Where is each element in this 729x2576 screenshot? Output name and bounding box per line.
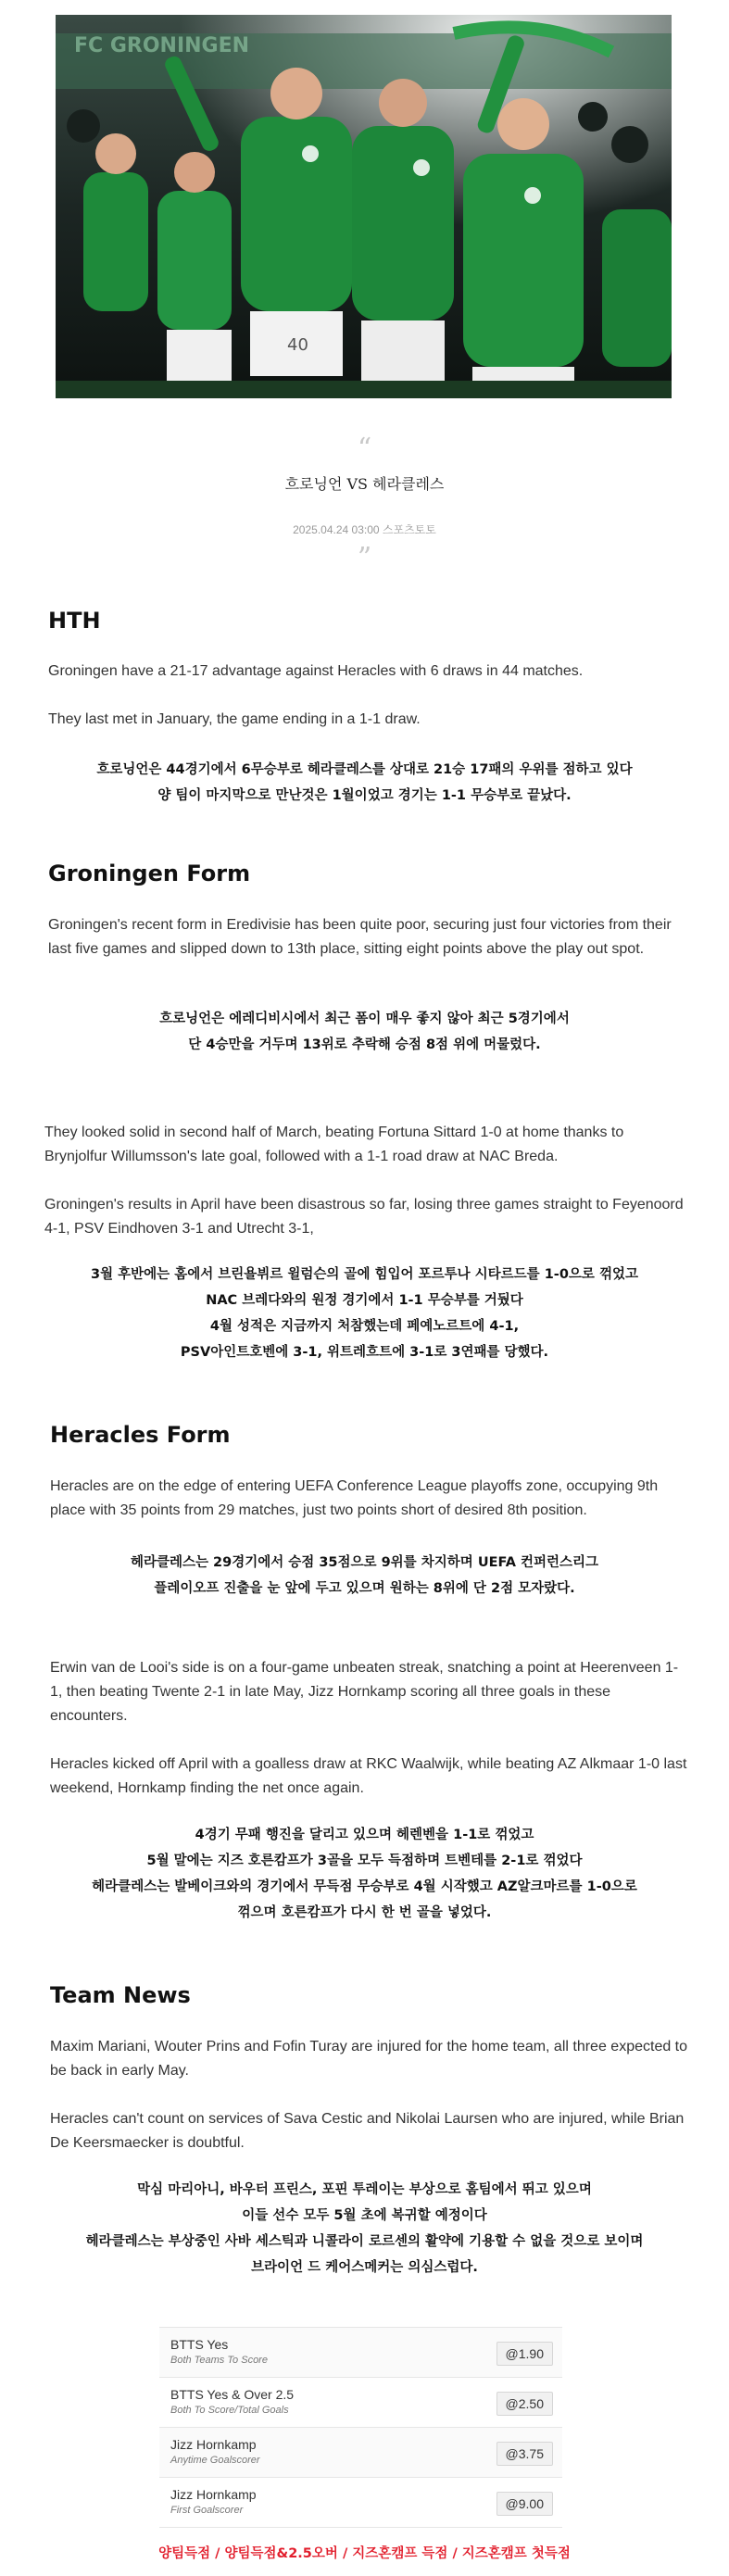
groningen-paragraph-1: Groningen's recent form in Eredivisie has been quite poor, securing just four victories from their last five games and slipped down to 13th place, sitting eight points above the play out spot.	[48, 917, 672, 957]
hero-image	[56, 15, 672, 398]
odds-market-name: BTTS Yes	[170, 2337, 229, 2352]
heracles-korean-line-1: 헤라클레스는 29경기에서 승점 35점으로 9위를 차지하며 UEFA 컨퍼런스리그	[130, 1555, 599, 1570]
odds-market-description: First Goalscorer	[170, 2505, 244, 2516]
odds-table	[159, 2327, 562, 2528]
odds-price-button[interactable]: @9.00	[496, 2492, 553, 2516]
heracles-korean-line-2: 플레이오프 진출을 눈 앞에 두고 있으며 원하는 8위에 단 2점 모자랐다.	[154, 1581, 575, 1596]
odds-price-button[interactable]: @3.75	[496, 2442, 553, 2466]
team-news-korean-line-4: 브라이언 드 케어스메커는 의심스럽다.	[251, 2260, 478, 2275]
odds-row	[159, 2478, 562, 2528]
svg-text:40: 40	[287, 335, 308, 355]
heading-team-news: Team News	[50, 1982, 191, 2008]
odds-row	[159, 2378, 562, 2428]
article-meta	[0, 521, 729, 537]
odds-market-description: Both To Score/Total Goals	[170, 2405, 289, 2416]
hth-korean-line-2: 양 팀이 마지막으로 만난것은 1월이었고 경기는 1-1 무승부로 끝났다.	[157, 788, 572, 803]
odds-row	[159, 2328, 562, 2378]
article-category[interactable]: 스포츠토토	[382, 523, 436, 536]
open-quote-icon: “	[357, 433, 372, 465]
odds-price-button[interactable]: @1.90	[496, 2342, 553, 2366]
heracles-paragraph-3: Heracles kicked off April with a goalless draw at RKC Waalwijk, while beating AZ Alkmaar 1-0 last weekend, Hornkamp finding the net once again.	[50, 1756, 687, 1796]
groningen-korean-line-3: 3월 후반에는 홈에서 브린욜뷔르 윌럼슨의 골에 힘입어 포르투나 시타르드를 1-0으로 꺾었고	[90, 1267, 638, 1282]
odds-market-name: BTTS Yes & Over 2.5	[170, 2387, 295, 2402]
heracles-paragraph-2: Erwin van de Looi's side is on a four-game unbeaten streak, snatching a point at Heerenveen 1-1, then beating Twente 2-1 in late May, Jizz Hornkamp scoring all three goals in these encounters.	[50, 1660, 679, 1724]
heracles-korean-line-3: 4경기 무패 행진을 달리고 있으며 헤렌벤을 1-1로 꺾었고	[195, 1828, 534, 1842]
team-news-korean-line-1: 막심 마리아니, 바우터 프린스, 포핀 투레이는 부상으로 홈팀에서 뛰고 있으며	[137, 2182, 592, 2197]
groningen-korean-line-2: 단 4승만을 거두며 13위로 추락해 승점 8점 위에 머물렀다.	[188, 1037, 541, 1052]
article-quote-block	[0, 435, 729, 572]
team-news-paragraph-1: Maxim Mariani, Wouter Prins and Fofin Turay are injured for the home team, all three expected to be back in early May.	[50, 2039, 688, 2079]
heading-hth: HTH	[48, 608, 101, 634]
heracles-korean-line-5: 헤라클레스는 발베이크와의 경기에서 무득점 무승부로 4월 시작했고 AZ알크마르를 1-0으로	[92, 1879, 637, 1894]
heracles-paragraph-1: Heracles are on the edge of entering UEFA Conference League playoffs zone, occupying 9th place with 35 points from 29 matches, just two points short of desired 8th position.	[50, 1478, 659, 1518]
odds-row	[159, 2428, 562, 2478]
heracles-korean-line-4: 5월 말에는 지즈 호른캄프가 3골을 모두 득점하며 트벤테를 2-1로 꺾었다	[146, 1853, 583, 1868]
odds-price-button[interactable]: @2.50	[496, 2392, 553, 2416]
hth-paragraph-1: Groningen have a 21-17 advantage against Heracles with 6 draws in 44 matches.	[48, 663, 584, 679]
prediction-summary-links[interactable]: 양팀득점 / 양팀득점&2.5오버 / 지즈혼캠프 득점 / 지즈혼캠프 첫득점	[158, 2546, 571, 2561]
groningen-korean-line-1: 흐로닝언은 에레디비시에서 최근 폼이 매우 좋지 않아 최근 5경기에서	[159, 1012, 570, 1026]
article-date: 2025.04.24 03:00	[293, 523, 380, 536]
team-news-korean-line-2: 이들 선수 모두 5월 초에 복귀할 예정이다	[242, 2208, 487, 2223]
groningen-paragraph-2: They looked solid in second half of March, beating Fortuna Sittard 1-0 at home thanks to Brynjolfur Willumsson's late goal, followed with a 1-1 road draw at NAC Breda.	[44, 1125, 624, 1164]
groningen-paragraph-3: Groningen's results in April have been disastrous so far, losing three games straight to Feyenoord 4-1, PSV Eindhoven 3-1 and Utrecht 3-1,	[44, 1197, 684, 1237]
groningen-korean-line-5: 4월 성적은 지금까지 처참했는데 페예노르트에 4-1,	[209, 1319, 520, 1334]
match-title: 흐로닝언 VS 헤라클레스	[284, 475, 445, 493]
team-news-korean-line-3: 헤라클레스는 부상중인 사바 세스틱과 니콜라이 로르센의 활약에 기용할 수 없을 것으로 보이며	[85, 2234, 644, 2249]
odds-market-name: Jizz Hornkamp	[170, 2437, 257, 2452]
heading-heracles-form: Heracles Form	[50, 1422, 231, 1448]
hth-paragraph-2: They last met in January, the game ending in a 1-1 draw.	[48, 711, 421, 727]
heracles-korean-line-6: 꺾으며 호른캄프가 다시 한 번 골을 넣었다.	[237, 1905, 492, 1920]
heading-groningen-form: Groningen Form	[48, 861, 251, 886]
groningen-korean-line-6: PSV아인트호벤에 3-1, 위트레흐트에 3-1로 3연패를 당했다.	[180, 1345, 549, 1360]
team-news-paragraph-2: Heracles can't count on services of Sava Cestic and Nikolai Laursen who are injured, while Brian De Keersmaecker is doubtful.	[50, 2111, 685, 2151]
hth-korean-line-1: 흐로닝언은 44경기에서 6무승부로 헤라클레스를 상대로 21승 17패의 우위를 점하고 있다	[96, 762, 633, 777]
odds-market-description: Both Teams To Score	[170, 2355, 268, 2366]
odds-market-description: Anytime Goalscorer	[170, 2455, 260, 2466]
svg-text:FC GRONINGEN: FC GRONINGEN	[74, 34, 250, 57]
groningen-korean-line-4: NAC 브레다와의 원정 경기에서 1-1 무승부를 거뒀다	[206, 1293, 523, 1308]
odds-market-name: Jizz Hornkamp	[170, 2487, 257, 2502]
hero-photo-illustration	[56, 15, 672, 398]
close-quote-icon: ”	[357, 542, 372, 574]
